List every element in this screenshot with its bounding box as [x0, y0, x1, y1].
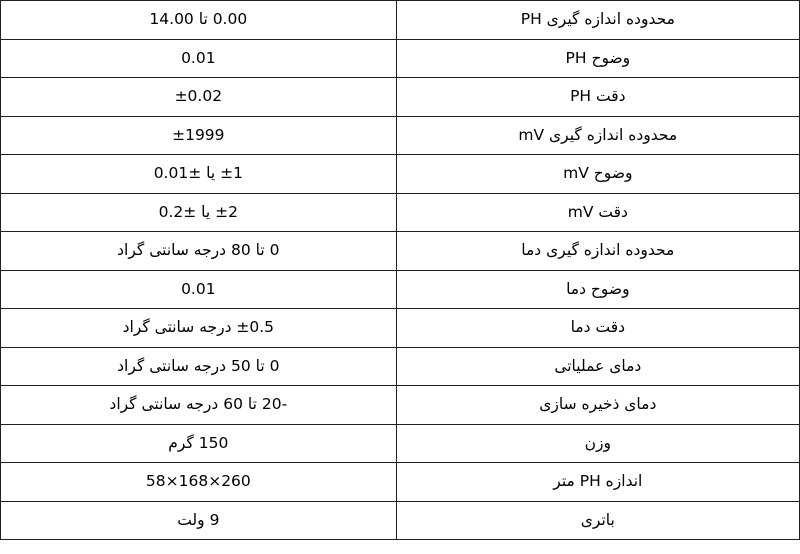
spec-value: ±1999: [1, 116, 397, 155]
table-row: [1, 1, 800, 40]
table-row: [1, 193, 800, 232]
spec-label: وزن: [396, 424, 799, 463]
spec-value: 0.01: [1, 39, 397, 78]
spec-label: اندازه PH متر: [396, 463, 799, 502]
spec-label: وضوح mV: [396, 155, 799, 194]
table-row: [1, 463, 800, 502]
spec-value: 0 تا 80 درجه سانتی گراد: [1, 232, 397, 271]
spec-label: وضوح دما: [396, 270, 799, 309]
table-row: [1, 424, 800, 463]
table-row: [1, 155, 800, 194]
spec-value: ±0.02: [1, 78, 397, 117]
spec-label: باتری: [396, 501, 799, 540]
spec-value: ±0.5 درجه سانتی گراد: [1, 309, 397, 348]
table-row: [1, 386, 800, 425]
table-row: [1, 270, 800, 309]
spec-value: ±1 یا ±0.01: [1, 155, 397, 194]
spec-label: وضوح PH: [396, 39, 799, 78]
table-row: [1, 501, 800, 540]
spec-label: دمای عملیاتی: [396, 347, 799, 386]
spec-value: -20 تا 60 درجه سانتی گراد: [1, 386, 397, 425]
spec-value: 260×168×58: [1, 463, 397, 502]
table-row: [1, 39, 800, 78]
spec-value: ±2 یا ±0.2: [1, 193, 397, 232]
spec-value: 150 گرم: [1, 424, 397, 463]
table-row: [1, 347, 800, 386]
spec-value: 9 ولت: [1, 501, 397, 540]
spec-label: دقت mV: [396, 193, 799, 232]
spec-label: محدوده اندازه گیری دما: [396, 232, 799, 271]
spec-label: محدوده اندازه گیری mV: [396, 116, 799, 155]
spec-value: 0.00 تا 14.00: [1, 1, 397, 40]
table-row: [1, 309, 800, 348]
spec-label: دقت PH: [396, 78, 799, 117]
table-row: [1, 78, 800, 117]
spec-label: دمای ذخیره سازی: [396, 386, 799, 425]
specifications-table-body: [1, 1, 800, 540]
spec-label: دقت دما: [396, 309, 799, 348]
table-row: [1, 116, 800, 155]
spec-value: 0.01: [1, 270, 397, 309]
table-row: [1, 232, 800, 271]
spec-value: 0 تا 50 درجه سانتی گراد: [1, 347, 397, 386]
spec-label: محدوده اندازه گیری PH: [396, 1, 799, 40]
